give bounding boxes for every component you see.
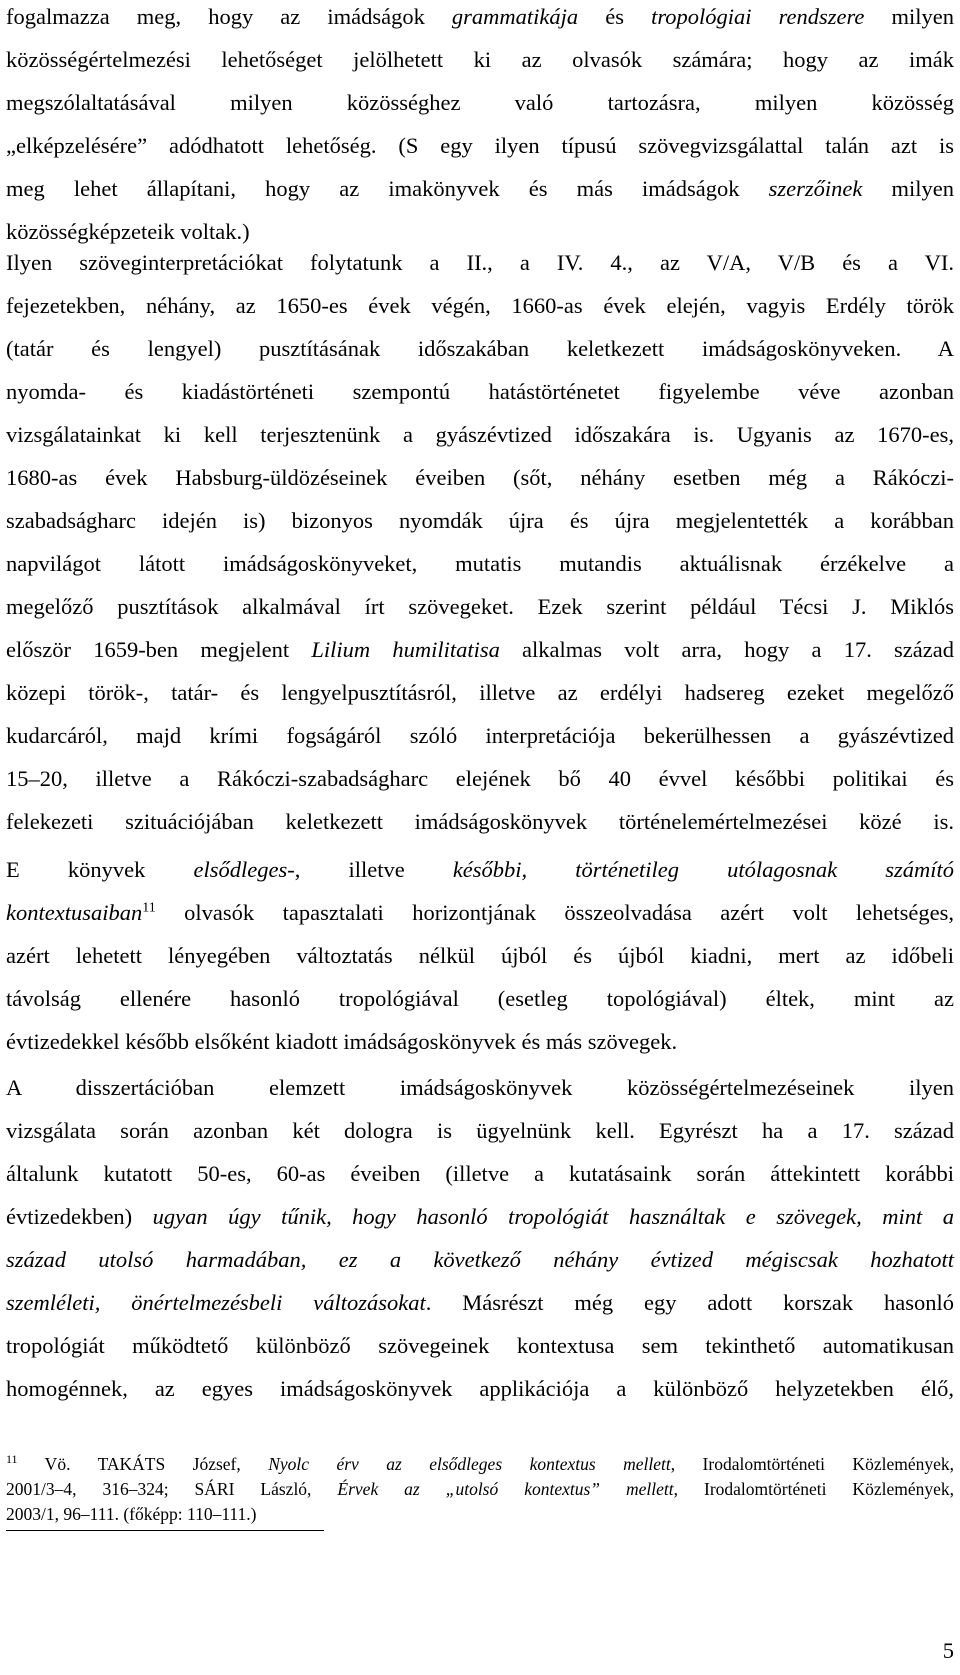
text-run: tropológiát működtető különböző szövegeinek kontextusa sem tekinthető automatikusan	[6, 1333, 954, 1358]
italic-run: tropológiai rendszere	[651, 4, 865, 29]
body-line	[6, 721, 954, 751]
body-line	[6, 506, 954, 536]
text-run: közösségképzeteik voltak.)	[6, 219, 250, 244]
text-run: távolság ellenére hasonló tropológiával (esetleg topológiával) éltek, mint az	[6, 986, 954, 1011]
text-run: évtizedekkel később elsőként kiadott imádságoskönyvek és más szövegek.	[6, 1029, 678, 1054]
text-run: megszólaltatásával milyen közösséghez való tartozásra, milyen közösség	[6, 90, 954, 115]
body-line	[6, 1331, 954, 1361]
body-line	[6, 1073, 954, 1103]
italic-run: Érvek az „utolsó kontextus” mellett	[337, 1479, 674, 1499]
body-line	[6, 463, 954, 493]
text-run: 1680-as évek Habsburg-üldözéseinek éveiben (sőt, néhány esetben még a Rákóczi-	[6, 465, 954, 490]
text-run: , Irodalomtörténeti Közlemények,	[673, 1479, 954, 1499]
body-line	[6, 1374, 954, 1404]
footnote-marker: 11	[6, 1452, 18, 1467]
text-run: milyen	[862, 176, 954, 201]
footnote-line	[6, 1477, 954, 1501]
italic-run: elsődleges-	[193, 857, 295, 882]
body-line	[6, 45, 954, 75]
body-line	[6, 2, 954, 32]
body-line	[6, 248, 954, 278]
body-line	[6, 941, 954, 971]
text-run: vizsgálatainkat ki kell terjesztenünk a gyászévtized időszakára is. Ugyanis az 1670-es,	[6, 422, 954, 447]
italic-run: szemléleti, önértelmezésbeli változásokat	[6, 1290, 426, 1315]
body-line	[6, 984, 954, 1014]
text-run: vizsgálata során azonban két dologra is ügyelnünk kell. Egyrészt ha a 17. század	[6, 1118, 954, 1143]
text-run: E könyvek	[6, 857, 194, 882]
body-line	[6, 1245, 954, 1275]
body-line	[6, 807, 954, 837]
body-line	[6, 217, 954, 247]
body-line	[6, 855, 954, 885]
footnote-marker: 11	[142, 900, 156, 916]
text-run: megelőző pusztítások alkalmával írt szövegeket. Ezek szerint például Técsi J. Miklós	[6, 594, 954, 619]
text-run: szabadságharc idején is) bizonyos nyomdák újra és újra megjelentették a korábban	[6, 508, 954, 533]
italic-run: grammatikája	[451, 4, 579, 29]
text-run: és	[578, 4, 652, 29]
text-run: 2001/3–4, 316–324; SÁRI László,	[6, 1479, 338, 1499]
text-run: azért lehetett lényegében változtatás nélkül újból és újból kiadni, mert az időbeli	[6, 943, 954, 968]
footnote-separator	[6, 1530, 324, 1531]
body-line	[6, 678, 954, 708]
text-run: kudarcáról, majd krími fogságáról szóló interpretációja bekerülhessen a gyászévtized	[6, 723, 954, 748]
text-run: közösségértelmezési lehetőséget jelölhetett ki az olvasók számára; hogy az imák	[6, 47, 954, 72]
body-line	[6, 635, 954, 665]
body-line	[6, 334, 954, 364]
text-run: , illetve	[294, 857, 453, 882]
text-run: nyomda- és kiadástörténeti szempontú hatástörténetet figyelembe véve azonban	[6, 379, 954, 404]
italic-run: szerzőinek	[768, 176, 863, 201]
body-line	[6, 420, 954, 450]
body-line	[6, 592, 954, 622]
text-run: 2003/1, 96–111. (főképp: 110–111.)	[6, 1504, 257, 1524]
body-line	[6, 174, 954, 204]
body-line	[6, 1202, 954, 1232]
text-run: általunk kutatott 50-es, 60-as éveiben (illetve a kutatásaink során áttekintett korábbi	[6, 1161, 954, 1186]
text-run: felekezeti szituációjában keletkezett imádságoskönyvek történelemértelmezései közé is.	[6, 809, 954, 834]
italic-run: Nyolc érv az elsődleges kontextus mellett	[268, 1454, 671, 1474]
body-line	[6, 1159, 954, 1189]
text-run: milyen	[864, 4, 954, 29]
body-line	[6, 549, 954, 579]
italic-run: ugyan úgy tűnik, hogy hasonló tropológiát használtak e szövegek, mint a	[152, 1204, 954, 1229]
italic-run: kontextusaiban	[6, 900, 143, 925]
body-line	[6, 88, 954, 118]
body-line	[6, 291, 954, 321]
text-run: homogénnek, az egyes imádságoskönyvek applikációja a különböző helyzetekben élő,	[6, 1376, 954, 1401]
text-run: (tatár és lengyel) pusztításának időszakában keletkezett imádságoskönyveken. A	[6, 336, 954, 361]
text-run: . Másrészt még egy adott korszak hasonló	[425, 1290, 954, 1315]
footnote-line	[6, 1502, 954, 1526]
body-line	[6, 131, 954, 161]
text-run: 15–20, illetve a Rákóczi-szabadságharc elejének bő 40 évvel későbbi politikai és	[6, 766, 954, 791]
footnote-line	[6, 1452, 954, 1476]
text-run: meg lehet állapítani, hogy az imakönyvek és más imádságok	[6, 176, 769, 201]
text-run: olvasók tapasztalati horizontjának összeolvadása azért volt lehetséges,	[155, 900, 954, 925]
page-number: 5	[942, 1638, 954, 1663]
body-line	[6, 1116, 954, 1146]
text-run: először 1659-ben megjelent	[6, 637, 312, 662]
text-run: alkalmas volt arra, hogy a 17. század	[499, 637, 954, 662]
text-run: napvilágot látott imádságoskönyveket, mutatis mutandis aktuálisnak érzékelve a	[6, 551, 954, 576]
text-run: közepi török-, tatár- és lengyelpusztításról, illetve az erdélyi hadsereg ezeket megelőző	[6, 680, 954, 705]
body-line	[6, 377, 954, 407]
text-run: „elképzelésére” adódhatott lehetőség. (S egy ilyen típusú szövegvizsgálattal talán azt is	[6, 133, 954, 158]
text-run: Ilyen szöveginterpretációkat folytatunk a II., a IV. 4., az V/A, V/B és a VI.	[6, 250, 954, 275]
italic-run: későbbi, történetileg utólagosnak számító	[452, 857, 955, 882]
text-run: Vö. TAKÁTS József,	[17, 1454, 269, 1474]
italic-run: század utolsó harmadában, ez a következő néhány évtized mégiscsak hozhatott	[6, 1247, 954, 1272]
body-line	[6, 764, 954, 794]
body-line	[6, 1288, 954, 1318]
body-line	[6, 898, 954, 928]
text-run: évtizedekben)	[6, 1204, 153, 1229]
body-line	[6, 1027, 954, 1057]
text-run: fejezetekben, néhány, az 1650-es évek végén, 1660-as évek elején, vagyis Erdély török	[6, 293, 954, 318]
text-run: A disszertációban elemzett imádságoskönyvek közösségértelmezéseinek ilyen	[6, 1075, 954, 1100]
text-run: , Irodalomtörténeti Közlemények,	[670, 1454, 954, 1474]
text-run: fogalmazza meg, hogy az imádságok	[6, 4, 452, 29]
italic-run: Lilium humilitatisa	[311, 637, 500, 662]
